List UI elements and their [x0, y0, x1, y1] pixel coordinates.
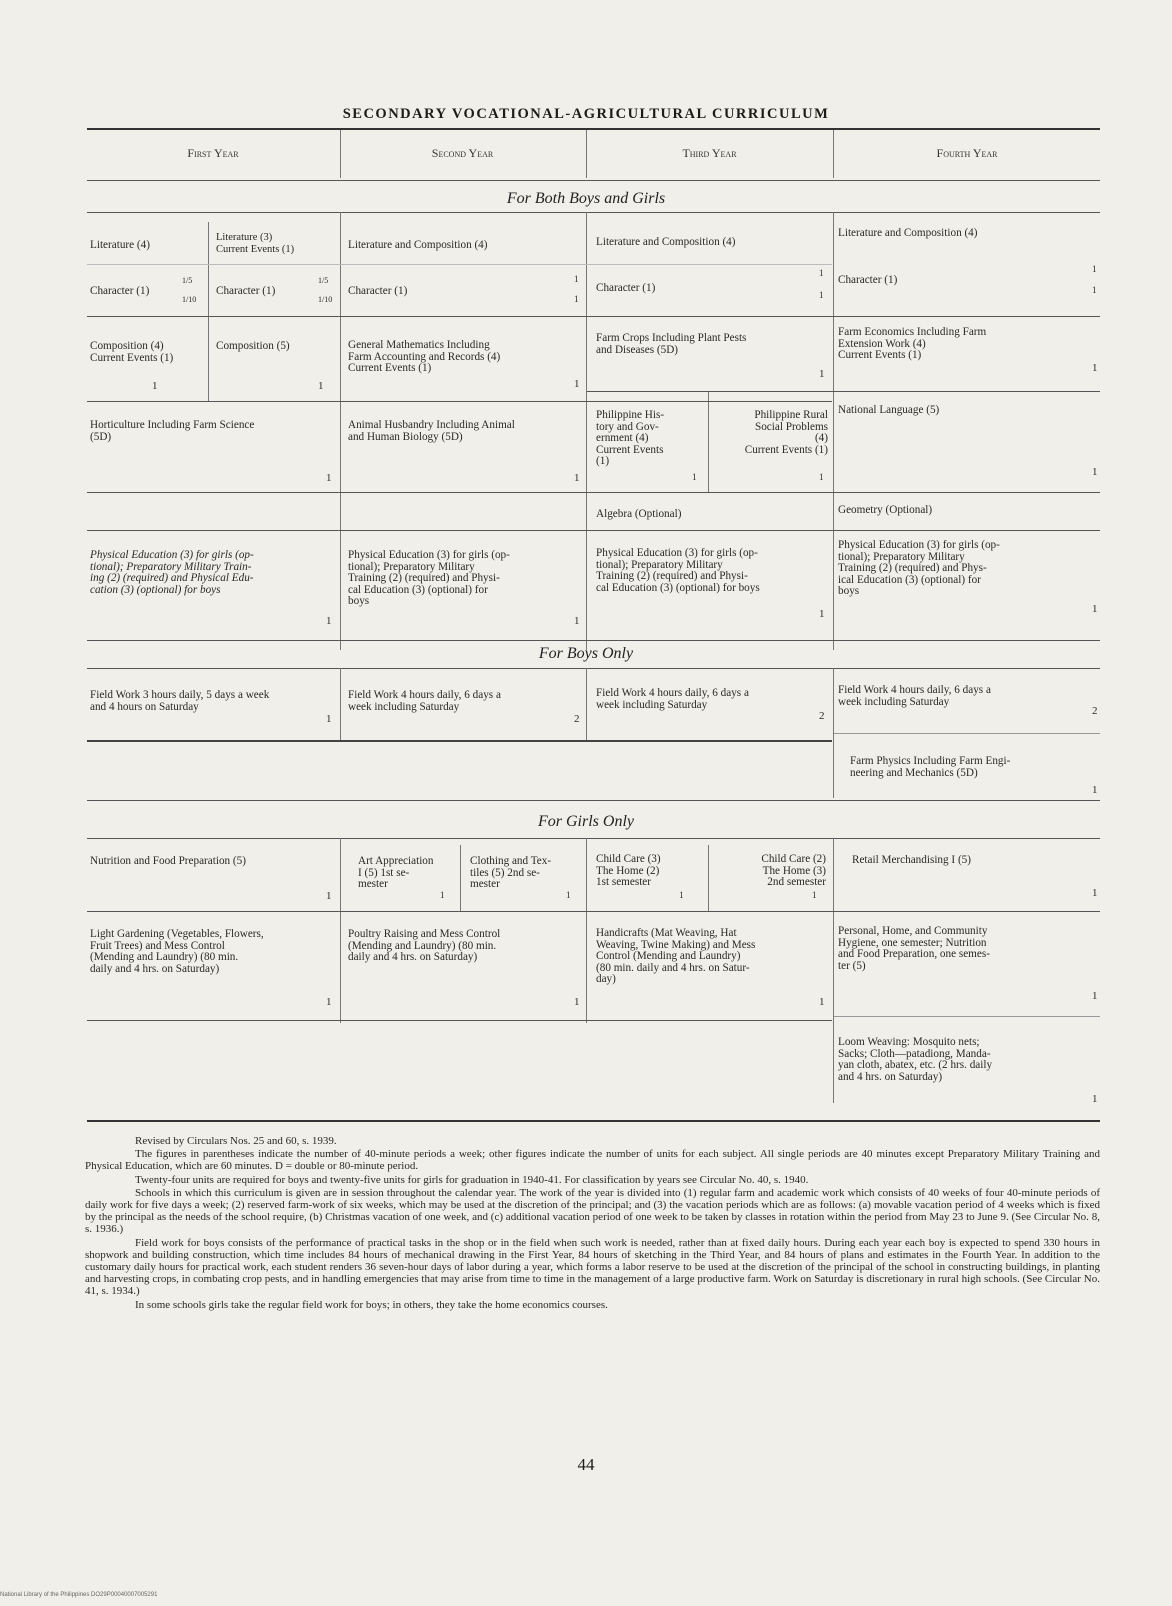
page-number: 44 [577, 1455, 595, 1474]
unit-value: 1/10 [318, 295, 333, 304]
unit-value: 1 [152, 380, 158, 392]
column-divider [340, 130, 341, 178]
unit-value: 1 [574, 996, 580, 1008]
unit-value: 1 [819, 996, 825, 1008]
unit-value: 1 [566, 890, 571, 900]
course-child-care-the-home-2nd: Child Care (2) The Home (3) 2nd semester [761, 853, 826, 888]
course-retail-merchandising: Retail Merchandising I (5) [852, 854, 971, 866]
rule [87, 800, 1100, 801]
unit-value: 1 [1092, 603, 1098, 615]
unit-value: 1 [1092, 466, 1098, 478]
section-girls-heading: For Girls Only [538, 813, 634, 830]
rule [587, 391, 1100, 392]
rule [87, 128, 1100, 130]
course-field-work: Field Work 4 hours daily, 6 days a week including Saturday [348, 689, 501, 713]
header-first-year: First Year [187, 146, 239, 160]
column-divider [833, 130, 834, 178]
course-geometry: Geometry (Optional) [838, 504, 933, 516]
course-composition: Composition (5) [216, 340, 290, 352]
course-field-work: Field Work 3 hours daily, 5 days a week and 4 hours on Saturday [90, 689, 270, 713]
column-divider [833, 212, 834, 650]
course-loom-weaving: Loom Weaving: Mosquito nets; Sacks; Cloth—patadiong, Manda- yan cloth, abatex, etc. (2 hrs. daily and 4 hrs. on Saturday) [838, 1036, 993, 1083]
unit-value: 1 [819, 268, 824, 278]
course-horticulture: Horticulture Including Farm Science (5D) [90, 419, 255, 443]
column-divider [586, 212, 587, 650]
unit-value: 1 [819, 608, 825, 620]
course-character: Character (1) [838, 274, 898, 286]
unit-value: 1 [1092, 285, 1097, 295]
unit-value: 1 [819, 368, 825, 380]
unit-value: 1 [326, 996, 332, 1008]
column-divider [833, 838, 834, 1103]
rule [87, 640, 1100, 641]
course-handicrafts: Handicrafts (Mat Weaving, Hat Weaving, Twine Making) and Mess Control (Mending and Laundry) (80 min. daily and 4 hrs. on Satur- day) [596, 927, 756, 985]
course-clothing-textiles: Clothing and Tex- tiles (5) 2nd se- mester [470, 855, 552, 890]
course-farm-economics: Farm Economics Including Farm Extension Work (4) Current Events (1) [838, 326, 987, 361]
rule [87, 530, 1100, 531]
unit-value: 1 [326, 472, 332, 484]
rule [87, 740, 832, 742]
unit-value: 1 [692, 472, 697, 482]
unit-value: 1 [1092, 887, 1098, 899]
header-third-year: Third Year [682, 146, 737, 160]
course-art-appreciation: Art Appreciation I (5) 1st se- mester [358, 855, 434, 890]
course-physical-education: Physical Education (3) for girls (op- tional); Preparatory Military Train- ing (2) (required) and Physical Edu- cation (3) (optional) for boys [90, 549, 254, 596]
course-general-mathematics: General Mathematics Including Farm Accounting and Records (4) Current Events (1) [348, 339, 501, 374]
note-revision: Revised by Circulars Nos. 25 and 60, s. 1939. [135, 1135, 337, 1147]
note-school-session: Schools in which this curriculum is given are in session throughout the calendar year. The work of the year is divided into (1) regular farm and academic work which consists of 40 weeks of four 40-minute periods of daily work for five days a week; (2) reserved farm-work of six weeks, which may be used at the discretion of the principal; and (3) the vacation periods which are as follows: (a) movable vacation period of 4 weeks which is fixed by the principal as the needs of the school require, (b) Christmas vacation of one week, and (c) additional vacation period of one week to be taken by classes in rotation within the period from May 23 to June 9. (See Circular No. 8, s. 1936.) [85, 1186, 1100, 1236]
course-light-gardening: Light Gardening (Vegetables, Flowers, Fruit Trees) and Mess Control (Mending and Laundry) (80 min. daily and 4 hrs. on Saturday) [90, 928, 264, 975]
column-subdivider [708, 845, 709, 911]
curriculum-title: SECONDARY VOCATIONAL-AGRICULTURAL CURRICULUM [342, 106, 830, 122]
column-subdivider [708, 392, 709, 492]
course-animal-husbandry: Animal Husbandry Including Animal and Human Biology (5D) [348, 419, 515, 443]
column-divider [340, 668, 341, 740]
note-periods: The figures in parentheses indicate the number of 40-minute periods a week; other figures indicate the number of units for each subject. All single periods are 40 minutes except Preparatory Military Training and Physical Education, which are 60 minutes. D = double or 80-minute period. [85, 1148, 1100, 1173]
rule [87, 1120, 1100, 1122]
rule [834, 1016, 1100, 1017]
course-physical-education: Physical Education (3) for girls (op- tional); Preparatory Military Training (2) (required) and Phys- ical Education (3) (optional) for boys [838, 539, 1000, 597]
unit-value: 2 [1092, 705, 1098, 717]
column-divider [586, 668, 587, 740]
course-philippine-history: Philippine His- tory and Gov- ernment (4) Current Events (1) [596, 409, 665, 467]
rule [87, 911, 1100, 912]
unit-value: 1/5 [182, 276, 193, 285]
course-literature-composition: Literature and Composition (4) [838, 227, 978, 239]
rule [87, 401, 832, 402]
unit-value: 1 [440, 890, 445, 900]
column-divider [586, 130, 587, 178]
note-units-required: Twenty-four units are required for boys and twenty-five units for girls for graduation in 1940-41. For classification by years see Circular No. 40, s. 1940. [135, 1173, 809, 1186]
unit-value: 1 [326, 890, 332, 902]
course-child-care-the-home-1st: Child Care (3) The Home (2) 1st semester [596, 853, 661, 888]
unit-value: 1 [574, 615, 580, 627]
unit-value: 1 [574, 294, 579, 304]
unit-value: 1 [318, 380, 324, 392]
curriculum-notes [85, 1135, 1100, 1312]
unit-value: 1 [1092, 362, 1098, 374]
course-farm-crops: Farm Crops Including Plant Pests and Diseases (5D) [596, 332, 747, 356]
unit-value: 1 [1092, 1093, 1098, 1105]
course-national-language: National Language (5) [838, 404, 940, 416]
header-fourth-year: Fourth Year [936, 146, 998, 160]
course-character: Character (1) [348, 285, 408, 297]
course-literature-composition: Literature and Composition (4) [348, 239, 488, 251]
unit-value: 1 [819, 290, 824, 300]
course-literature-composition: Literature and Composition (4) [596, 236, 736, 248]
rule [87, 316, 1100, 317]
unit-value: 1 [326, 713, 332, 725]
unit-value: 1 [574, 378, 580, 390]
unit-value: 2 [574, 713, 580, 725]
course-farm-physics: Farm Physics Including Farm Engi- neering and Mechanics (5D) [850, 755, 1011, 779]
rule [87, 838, 1100, 839]
unit-value: 1 [574, 472, 580, 484]
rule [87, 264, 832, 265]
unit-value: 1 [679, 890, 684, 900]
unit-value: 1/10 [182, 295, 197, 304]
rule [87, 668, 1100, 669]
unit-value: 1 [1092, 264, 1097, 274]
course-nutrition-food-preparation: Nutrition and Food Preparation (5) [90, 855, 246, 867]
rule [87, 492, 1100, 493]
course-algebra: Algebra (Optional) [596, 508, 682, 520]
header-second-year: Second Year [431, 146, 494, 160]
rule [834, 733, 1100, 734]
unit-value: 1 [326, 615, 332, 627]
course-physical-education: Physical Education (3) for girls (op- tional); Preparatory Military Training (2) (required) and Physi- cal Education (3) (optional) for boys [348, 549, 510, 607]
course-field-work: Field Work 4 hours daily, 6 days a week including Saturday [838, 684, 991, 708]
course-literature: Literature (4) [90, 239, 150, 251]
unit-value: 1 [1092, 990, 1098, 1002]
library-footer: National Library of the Philippines DO29P00040007005291 [0, 1592, 158, 1598]
course-field-work: Field Work 4 hours daily, 6 days a week including Saturday [596, 687, 749, 711]
column-subdivider [460, 845, 461, 911]
section-both-heading: For Both Boys and Girls [506, 190, 666, 207]
unit-value: 1 [1092, 784, 1098, 796]
course-character: Character (1) [596, 282, 656, 294]
course-literature-current-events: Literature (3) Current Events (1) [216, 232, 295, 255]
rule [87, 1020, 832, 1021]
note-field-work: Field work for boys consists of the performance of practical tasks in the shop or in the field when such work is needed, rather than at fixed daily hours. During each year each boy is expected to spend 330 hours in shopwork and building construction, which time includes 84 hours of mechanical drawing in the First Year, 84 hours of sketching in the Third Year, and 84 hours of plans and estimates in the Fourth Year. In addition to the customary daily hours for practical work, each student renders 36 seven-hour days of labor during a year, which forms a labor reserve to be used at the discretion of the principal of the school in constructing buildings, in planting and harvesting crops, in combating crop pests, and in handling emergencies that may arise from time to time in the management of a large productive farm. Work on Saturday is discretionary in rural high schools. (See Circular No. 41, s. 1934.) [85, 1236, 1100, 1298]
column-divider [340, 838, 341, 1023]
rule [87, 212, 1100, 213]
rule [87, 180, 1100, 181]
course-poultry-raising: Poultry Raising and Mess Control (Mending and Laundry) (80 min. daily and 4 hrs. on Saturday) [348, 928, 501, 963]
column-divider [586, 838, 587, 1023]
course-personal-home-community-hygiene: Personal, Home, and Community Hygiene, one semester; Nutrition and Food Preparation, one semes- ter (5) [838, 925, 990, 972]
course-physical-education: Physical Education (3) for girls (op- tional); Preparatory Military Training (2) (required) and Physi- cal Education (3) (optional) for boys [596, 547, 760, 594]
column-subdivider [208, 222, 209, 402]
note-girls-field-work: In some schools girls take the regular field work for boys; in others, they take the home economics courses. [135, 1298, 608, 1311]
unit-value: 1/5 [318, 276, 329, 285]
course-character: Character (1) [90, 285, 150, 297]
unit-value: 1 [812, 890, 817, 900]
course-philippine-rural-social-problems: Philippine Rural Social Problems (4) Current Events (1) [744, 409, 828, 456]
unit-value: 2 [819, 710, 825, 722]
course-composition-current-events: Composition (4) Current Events (1) [90, 340, 174, 364]
course-character: Character (1) [216, 285, 276, 297]
column-divider [340, 212, 341, 650]
unit-value: 1 [819, 472, 824, 482]
section-boys-heading: For Boys Only [538, 645, 634, 662]
unit-value: 1 [574, 274, 579, 284]
